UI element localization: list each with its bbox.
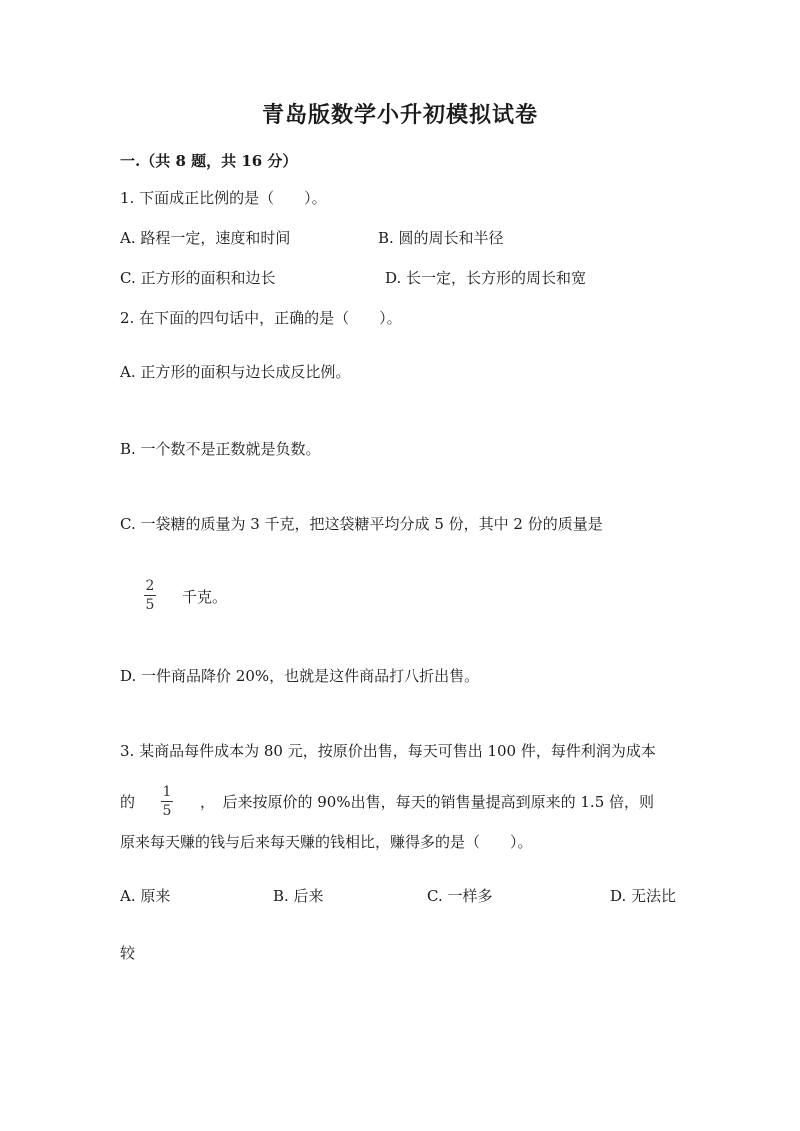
question-2-option-a[interactable]: A. 正方形的面积与边长成反比例。 xyxy=(120,363,351,381)
question-3-stem-line-1: 3. 某商品每件成本为 80 元，按原价出售，每天可售出 100 件，每件利润为成本 xyxy=(120,742,656,760)
question-3-option-b[interactable]: B. 后来 xyxy=(273,887,324,905)
question-2-option-d[interactable]: D. 一件商品降价 20%，也就是这件商品打八折出售。 xyxy=(120,667,480,685)
fraction-bar xyxy=(144,595,156,596)
fraction-denominator: 5 xyxy=(145,597,155,613)
fraction-denominator: 5 xyxy=(162,803,172,819)
question-1-option-b[interactable]: B. 圆的周长和半径 xyxy=(378,229,504,247)
question-2-option-c[interactable]: C. 一袋糖的质量为 3 千克，把这袋糖平均分成 5 份，其中 2 份的质量是 xyxy=(120,515,603,533)
fraction-two-fifths xyxy=(144,578,156,613)
fraction-numerator: 2 xyxy=(145,578,155,594)
question-2-option-c-tail: 千克。 xyxy=(182,588,228,606)
question-2-stem: 2. 在下面的四句话中，正确的是（ ）。 xyxy=(120,309,402,327)
question-3-stem-line-2-prefix: 的 xyxy=(120,793,136,811)
question-2-option-b[interactable]: B. 一个数不是正数就是负数。 xyxy=(120,440,321,458)
fraction-numerator: 1 xyxy=(162,784,172,800)
question-3-option-d[interactable]: D. 无法比 xyxy=(610,887,677,905)
question-1-option-a[interactable]: A. 路程一定，速度和时间 xyxy=(120,229,291,247)
question-3-option-a[interactable]: A. 原来 xyxy=(120,887,171,905)
question-3-option-d-wrap: 较 xyxy=(120,944,136,962)
fraction-bar xyxy=(161,801,173,802)
question-3-stem-line-2: ， 后来按原价的 90%出售，每天的销售量提高到原来的 1.5 倍，则 xyxy=(200,793,655,811)
question-1-option-c[interactable]: C. 正方形的面积和边长 xyxy=(120,269,276,287)
fraction-one-fifth xyxy=(161,784,173,819)
page-title: 青岛版数学小升初模拟试卷 xyxy=(261,102,538,128)
question-1-option-d[interactable]: D. 长一定，长方形的周长和宽 xyxy=(385,269,587,287)
section-heading: 一.（共 8 题，共 16 分） xyxy=(120,152,298,170)
question-3-stem-line-3: 原来每天赚的钱与后来每天赚的钱相比，赚得多的是（ ）。 xyxy=(120,833,533,851)
question-1-stem: 1. 下面成正比例的是（ ）。 xyxy=(120,189,327,207)
question-3-option-c[interactable]: C. 一样多 xyxy=(427,887,493,905)
